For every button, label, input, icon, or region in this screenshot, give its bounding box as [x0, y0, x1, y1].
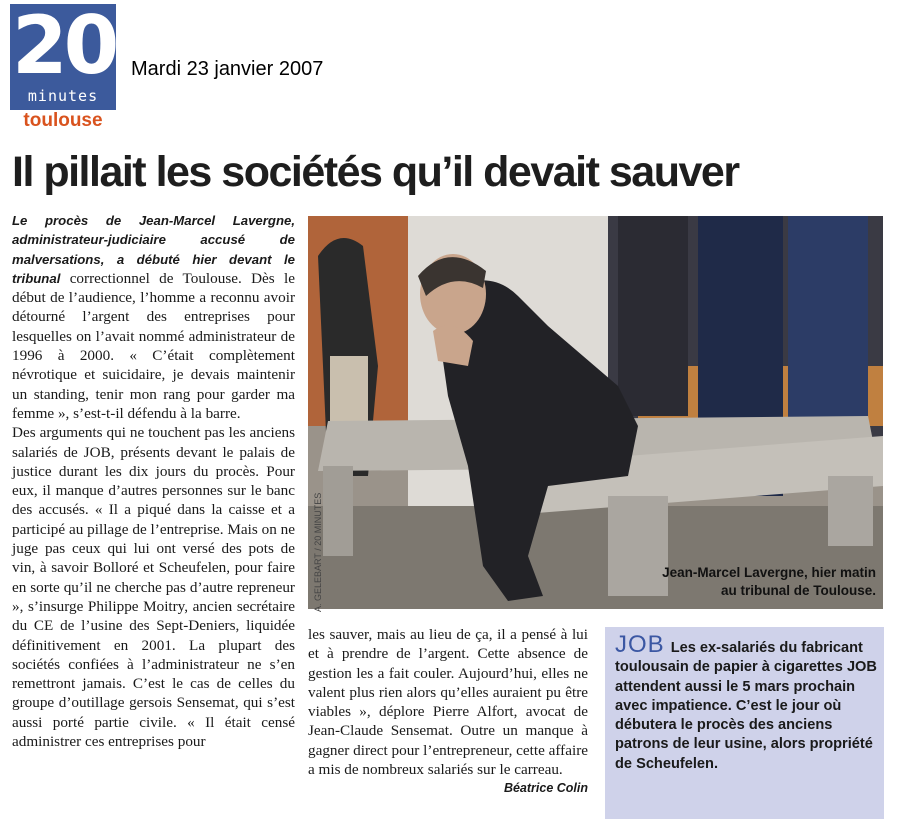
photo-caption-line-1: Jean-Marcel Lavergne, hier matin — [662, 565, 876, 580]
logo-word: minutes — [27, 87, 99, 105]
photo-caption-line-2: au tribunal de Toulouse. — [720, 583, 876, 598]
sidebar-box — [605, 627, 884, 819]
photo-caption — [630, 564, 876, 600]
publication-date: Mardi 23 janvier 2007 — [131, 58, 324, 80]
article-column-2 — [308, 625, 588, 799]
sidebar-content — [615, 631, 877, 774]
article-paragraph-1: correctionnel de Toulouse. Dès le début de l’audience, l’homme a reconnu avoir détourné l’argent des entreprises pour lesquelles on l’avait nommé administrateur de 1996 à 2000. « C’était complètement névrotique et suicidaire, je devais maintenir un standing, tenir mon rang pour garder ma femme », s’est-t-il défendu à la barre. — [12, 269, 295, 422]
article-lead: Le procès de Jean-Marcel Lavergne, administrateur-judiciaire accusé de malversations, a débuté hier devant le tribunal — [12, 213, 295, 286]
article-headline: Il pillait les sociétés qu’il devait sauver — [12, 148, 739, 196]
article-column-1 — [12, 211, 295, 751]
logo-number: 20 — [12, 0, 116, 92]
sidebar-label: JOB — [615, 631, 665, 658]
article-body-start — [12, 211, 295, 423]
photo-credit: A. GELEBART / 20 MINUTES — [313, 492, 323, 612]
article-signature: Béatrice Colin — [503, 781, 588, 796]
sidebar-text: Les ex-salariés du fabricant toulousain de papier à cigarettes JOB attendent aussi le 5 mars prochain avec impatience. C’est le jour où débutera le procès des anciens patrons de leur usine, alors propriété de Scheufelen. — [615, 640, 877, 772]
newspaper-logo — [10, 0, 116, 132]
logo-box — [10, 0, 116, 110]
article-photo — [308, 216, 883, 609]
article-paragraph-2: Des arguments qui ne touchent pas les anciens salariés de JOB, présents devant le palais de justice durant les dix jours du procès. Pour eux, il manque d’autres personnes sur le banc des accusés. « Il a piqué dans la caisse et a participé au pillage de l’entreprise. Mais on ne juge pas ceux qui lui ont versé des pots de vin, à savoir Bolloré et Scheufelen, pour faire en sorte qu’il ne cherche pas d’autre repreneur », s’insurge Philippe Moitry, ancien secrétaire du CE de l’usine des Sept-Deniers, liquidée définitivement en 2001. La plupart des sociétés confiées à l’administrateur ne s’en remettront jamais. C’est le cas de celles du groupe d’outillage gersois Sensemat, qui s’est aussi porté partie civile. « Il était censé administrer ces entreprises pour — [12, 424, 295, 751]
logo-city: toulouse — [23, 110, 103, 131]
article-paragraph-3: les sauver, mais au lieu de ça, il a pensé à lui et à prendre de l’argent. Cette absence de gestion les a fait couler. Aujourd’hui, elles ne valent plus rien alors qu’elles auraient pu être viables », déplore Pierre Alfort, avocat de Jean-Claude Sensemat. Outre un manque à gagner direct pour l’entrepreneur, cette affaire a mis de nombreux salariés sur le carreau. — [308, 626, 588, 779]
courtroom-photo-illustration — [308, 216, 883, 609]
